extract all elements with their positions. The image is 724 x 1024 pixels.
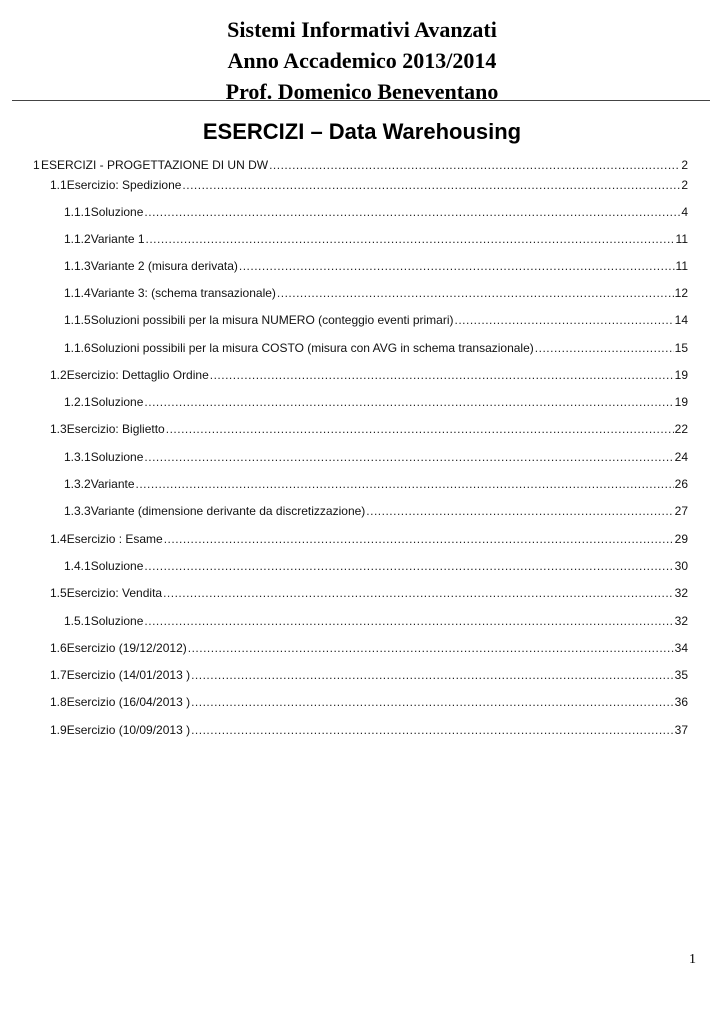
toc-entry[interactable]: [50, 531, 688, 547]
toc-entry-title: Variante (dimensione derivante da discretizzazione): [90, 504, 366, 518]
toc-entry-page: 19: [674, 395, 688, 409]
document-header: [0, 14, 724, 107]
toc-dot-leader: [182, 177, 680, 193]
toc-entry-title: Variante 1: [90, 232, 145, 246]
toc-entry-title: Soluzione: [90, 395, 144, 409]
toc-entry-title: Esercizio : Esame: [66, 532, 163, 546]
toc-entry-page: 32: [674, 586, 688, 600]
toc-entry-title: Esercizio (16/04/2013 ): [66, 695, 191, 709]
toc-entry-page: 11: [675, 232, 688, 246]
toc-entry-number: 1.1.4: [64, 286, 91, 300]
toc-entry[interactable]: [50, 667, 688, 683]
toc-entry[interactable]: [50, 585, 688, 601]
toc-entry-number: 1.7: [50, 668, 67, 682]
toc-entry-page: 26: [674, 477, 688, 491]
toc-entry[interactable]: [64, 204, 688, 220]
toc-entry-number: 1.4: [50, 532, 67, 546]
toc-entry-page: 2: [681, 158, 688, 172]
toc-dot-leader: [210, 367, 674, 383]
toc-entry-number: 1.1.6: [64, 341, 91, 355]
toc-entry-title: Variante: [90, 477, 135, 491]
toc-entry-page: 22: [674, 422, 688, 436]
toc-entry-number: 1: [33, 158, 40, 172]
toc-entry-page: 24: [674, 450, 688, 464]
toc-entry-number: 1.2.1: [64, 395, 91, 409]
header-divider: [12, 100, 710, 101]
toc-entry-page: 32: [674, 614, 688, 628]
toc-entry-page: 4: [681, 205, 688, 219]
page-number: 1: [689, 952, 696, 967]
toc-entry-title: Soluzione: [90, 614, 144, 628]
toc-entry-title: Variante 2 (misura derivata): [90, 259, 238, 273]
toc-entry-number: 1.3.1: [64, 450, 91, 464]
toc-entry[interactable]: [50, 421, 688, 437]
professor-name: Prof. Domenico Beneventano: [225, 79, 499, 104]
toc-entry-title: Esercizio (10/09/2013 ): [66, 723, 191, 737]
toc-entry-title: Soluzione: [90, 559, 144, 573]
toc-entry-title: ESERCIZI - PROGETTAZIONE DI UN DW: [40, 158, 269, 172]
toc-entry-number: 1.9: [50, 723, 67, 737]
toc-dot-leader: [144, 394, 673, 410]
toc-entry-number: 1.6: [50, 641, 67, 655]
toc-entry-page: 14: [674, 313, 688, 327]
toc-dot-leader: [269, 157, 680, 173]
toc-entry-title: Soluzioni possibili per la misura COSTO (misura con AVG in schema transazionale): [90, 341, 534, 355]
toc-entry-number: 1.5.1: [64, 614, 91, 628]
toc-entry-title: Esercizio: Vendita: [66, 586, 163, 600]
toc-dot-leader: [191, 694, 674, 710]
toc-entry[interactable]: [50, 722, 688, 738]
toc-entry-title: Soluzioni possibili per la misura NUMERO (conteggio eventi primari): [90, 313, 454, 327]
toc-entry[interactable]: [64, 503, 688, 519]
toc-dot-leader: [163, 585, 674, 601]
toc-entry[interactable]: [64, 258, 688, 274]
toc-entry[interactable]: [64, 449, 688, 465]
toc-entry-title: Variante 3: (schema transazionale): [90, 286, 276, 300]
toc-dot-leader: [144, 204, 680, 220]
toc-entry[interactable]: [64, 476, 688, 492]
toc-entry-number: 1.4.1: [64, 559, 91, 573]
course-title: Sistemi Informativi Avanzati: [227, 17, 497, 42]
toc-entry-number: 1.8: [50, 695, 67, 709]
toc-entry[interactable]: [64, 613, 688, 629]
toc-entry-title: Esercizio (19/12/2012): [66, 641, 187, 655]
toc-entry[interactable]: [64, 231, 688, 247]
toc-entry-number: 1.1.2: [64, 232, 91, 246]
toc-dot-leader: [455, 312, 674, 328]
toc-entry-page: 11: [675, 259, 688, 273]
toc-dot-leader: [144, 558, 673, 574]
toc-entry-number: 1.1: [50, 178, 67, 192]
toc-entry-number: 1.1.5: [64, 313, 91, 327]
toc-entry-title: Esercizio (14/01/2013 ): [66, 668, 191, 682]
document-title: ESERCIZI – Data Warehousing: [202, 119, 522, 144]
toc-entry-page: 30: [674, 559, 688, 573]
toc-entry-title: Soluzione: [90, 450, 144, 464]
toc-dot-leader: [144, 449, 673, 465]
toc-entry-page: 35: [674, 668, 688, 682]
toc-dot-leader: [146, 231, 675, 247]
toc-dot-leader: [164, 531, 674, 547]
toc-entry-number: 1.3.2: [64, 477, 91, 491]
toc-entry-page: 36: [674, 695, 688, 709]
toc-dot-leader: [191, 722, 674, 738]
toc-entry[interactable]: [50, 640, 688, 656]
toc-entry[interactable]: [64, 312, 688, 328]
toc-entry[interactable]: [64, 285, 688, 301]
toc-entry[interactable]: [64, 340, 688, 356]
toc-dot-leader: [366, 503, 673, 519]
toc-entry-page: 34: [674, 641, 688, 655]
toc-entry-page: 19: [674, 368, 688, 382]
toc-dot-leader: [188, 640, 674, 656]
toc-dot-leader: [144, 613, 673, 629]
toc-entry[interactable]: [64, 394, 688, 410]
toc-entry-page: 12: [674, 286, 688, 300]
toc-entry-page: 37: [674, 723, 688, 737]
toc-dot-leader: [277, 285, 674, 301]
toc-entry-page: 2: [681, 178, 688, 192]
toc-entry[interactable]: [33, 157, 688, 173]
toc-entry-number: 1.1.1: [64, 205, 91, 219]
toc-entry-page: 27: [674, 504, 688, 518]
toc-entry-title: Soluzione: [90, 205, 144, 219]
toc-dot-leader: [191, 667, 674, 683]
toc-entry[interactable]: [50, 367, 688, 383]
academic-year: Anno Accademico 2013/2014: [227, 48, 497, 73]
toc-dot-leader: [239, 258, 675, 274]
toc-entry-number: 1.3.3: [64, 504, 91, 518]
toc-entry-page: 15: [674, 341, 688, 355]
toc-dot-leader: [136, 476, 674, 492]
toc-dot-leader: [166, 421, 674, 437]
toc-entry-number: 1.1.3: [64, 259, 91, 273]
toc-entry-title: Esercizio: Spedizione: [66, 178, 182, 192]
toc-entry-number: 1.2: [50, 368, 67, 382]
toc-entry[interactable]: [50, 177, 688, 193]
toc-entry-title: Esercizio: Dettaglio Ordine: [66, 368, 209, 382]
toc-entry-title: Esercizio: Biglietto: [66, 422, 165, 436]
toc-entry-page: 29: [674, 532, 688, 546]
toc-entry-number: 1.3: [50, 422, 67, 436]
toc-entry-number: 1.5: [50, 586, 67, 600]
toc-dot-leader: [535, 340, 674, 356]
toc-entry[interactable]: [50, 694, 688, 710]
toc-entry[interactable]: [64, 558, 688, 574]
